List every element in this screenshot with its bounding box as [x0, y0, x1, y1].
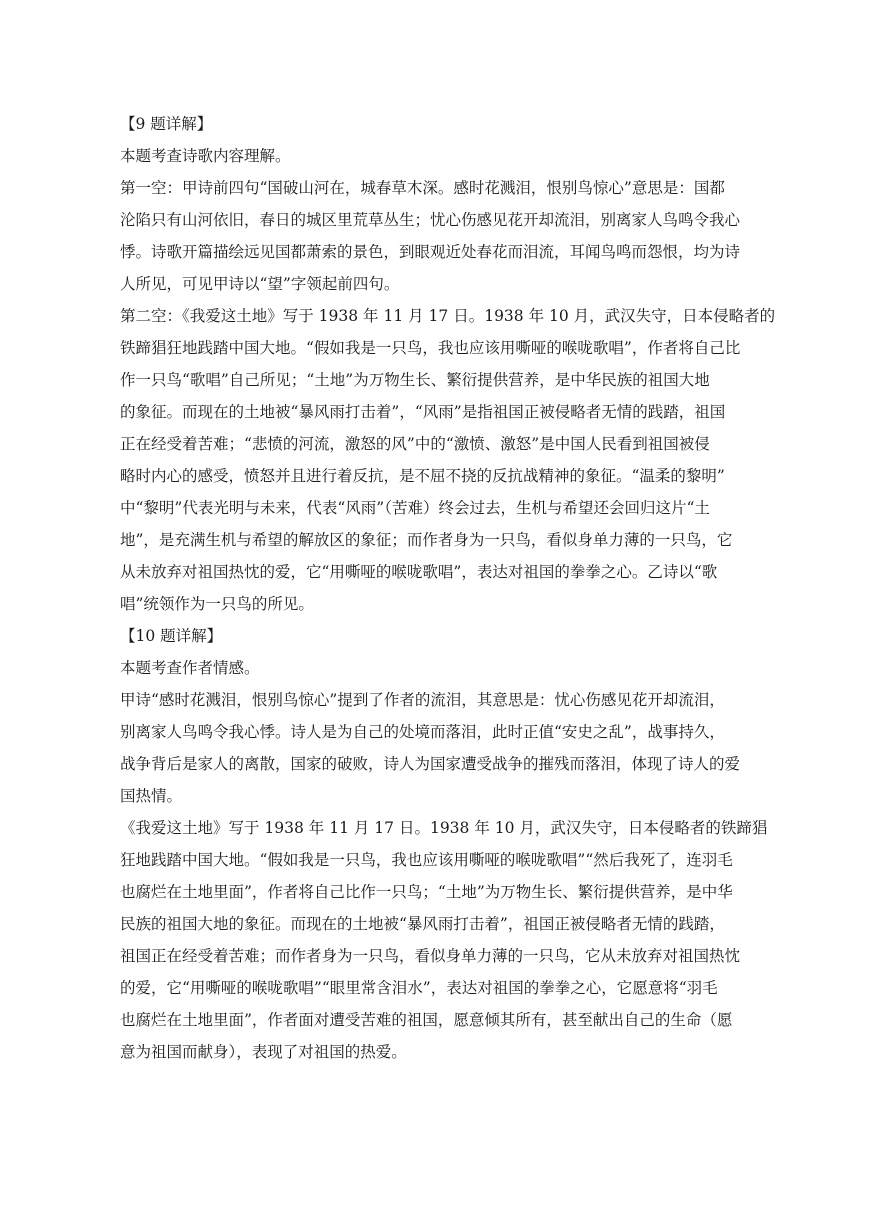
- paragraph-line: 本题考查作者情感。: [120, 659, 260, 677]
- paragraph-line: 从未放弃对祖国热忱的爱，它“用嘶哑的喉咙歌唱”，表达对祖国的拳拳之心。乙诗以“歌: [120, 563, 718, 581]
- paragraph-line: 悸。诗歌开篇描绘远见国都萧索的景色，到眼观近处春花而泪流，耳闻鸟鸣而怨恨，均为诗: [120, 243, 741, 261]
- paragraph-line: 铁蹄猖狂地践踏中国大地。“假如我是一只鸟，我也应该用嘶哑的喉咙歌唱”，作者将自己比: [120, 339, 741, 357]
- paragraph-line: 甲诗“感时花溅泪，恨别鸟惊心”提到了作者的流泪，其意思是：忧心伤感见花开却流泪，: [120, 691, 725, 709]
- paragraph-line: 第二空：《我爱这土地》写于 1938 年 11 月 17 日。1938 年 10 月，武汉失守，日本侵略者的: [120, 307, 776, 325]
- paragraph-line: 民族的祖国大地的象征。而现在的土地被“暴风雨打击着”，祖国正被侵略者无情的践踏，: [120, 915, 725, 933]
- paragraph-line: 作一只鸟“歌唱”自己所见；“土地”为万物生长、繁衍提供营养，是中华民族的祖国大地: [120, 371, 710, 389]
- paragraph-line: 的象征。而现在的土地被“暴风雨打击着”，“风雨”是指祖国正被侵略者无情的践踏，祖国: [120, 403, 726, 421]
- paragraph-line: 本题考查诗歌内容理解。: [120, 147, 291, 165]
- paragraph-line: 第一空：甲诗前四句“国破山河在，城春草木深。感时花溅泪，恨别鸟惊心”意思是：国都: [120, 179, 725, 197]
- paragraph-line: 正在经受着苦难；“悲愤的河流，激怒的风”中的“激愤、激怒”是中国人民看到祖国被侵: [120, 435, 710, 453]
- paragraph-line: 沦陷只有山河依旧，春日的城区里荒草丛生；忧心伤感见花开却流泪，别离家人鸟鸣令我心: [120, 211, 741, 229]
- paragraph-line: 别离家人鸟鸣令我心悸。诗人是为自己的处境而落泪，此时正值“安史之乱”，战事持久，: [120, 723, 725, 741]
- paragraph-line: 狂地践踏中国大地。“假如我是一只鸟，我也应该用嘶哑的喉咙歌唱”“然后我死了，连羽毛: [120, 851, 733, 869]
- paragraph-line: 意为祖国而献身），表现了对祖国的热爱。: [120, 1043, 407, 1061]
- paragraph-line: 《我爱这土地》写于 1938 年 11 月 17 日。1938 年 10 月，武汉失守，日本侵略者的铁蹄猖: [120, 819, 768, 837]
- paragraph-line: 中“黎明”代表光明与未来，代表“风雨”（苦难）终会过去，生机与希望还会回归这片“土: [120, 499, 710, 517]
- paragraph-line: 的爱，它“用嘶哑的喉咙歌唱”“眼里常含泪水”，表达对祖国的拳拳之心，它愿意将“羽毛: [120, 979, 718, 997]
- section-heading-10: 【10 题详解】: [120, 627, 223, 645]
- paragraph-line: 国热情。: [120, 787, 183, 805]
- paragraph-line: 也腐烂在土地里面”，作者面对遭受苦难的祖国，愿意倾其所有，甚至献出自己的生命（愿: [120, 1011, 733, 1029]
- paragraph-line: 祖国正在经受着苦难；而作者身为一只鸟，看似身单力薄的一只鸟，它从未放弃对祖国热忱: [120, 947, 741, 965]
- paragraph-line: 唱”统领作为一只鸟的所见。: [120, 595, 314, 613]
- paragraph-line: 战争背后是家人的离散，国家的破败，诗人为国家遭受战争的摧残而落泪，体现了诗人的爱: [120, 755, 741, 773]
- section-heading-9: 【9 题详解】: [120, 115, 213, 133]
- paragraph-line: 也腐烂在土地里面”，作者将自己比作一只鸟；“土地”为万物生长、繁衍提供营养，是中华: [120, 883, 733, 901]
- paragraph-line: 地”，是充满生机与希望的解放区的象征；而作者身为一只鸟，看似身单力薄的一只鸟，它: [120, 531, 733, 549]
- paragraph-line: 略时内心的感受，愤怒并且进行着反抗，是不屈不挠的反抗战精神的象征。“温柔的黎明”: [120, 467, 725, 485]
- paragraph-line: 人所见，可见甲诗以“望”字领起前四句。: [120, 275, 400, 293]
- document-body: [120, 108, 776, 1068]
